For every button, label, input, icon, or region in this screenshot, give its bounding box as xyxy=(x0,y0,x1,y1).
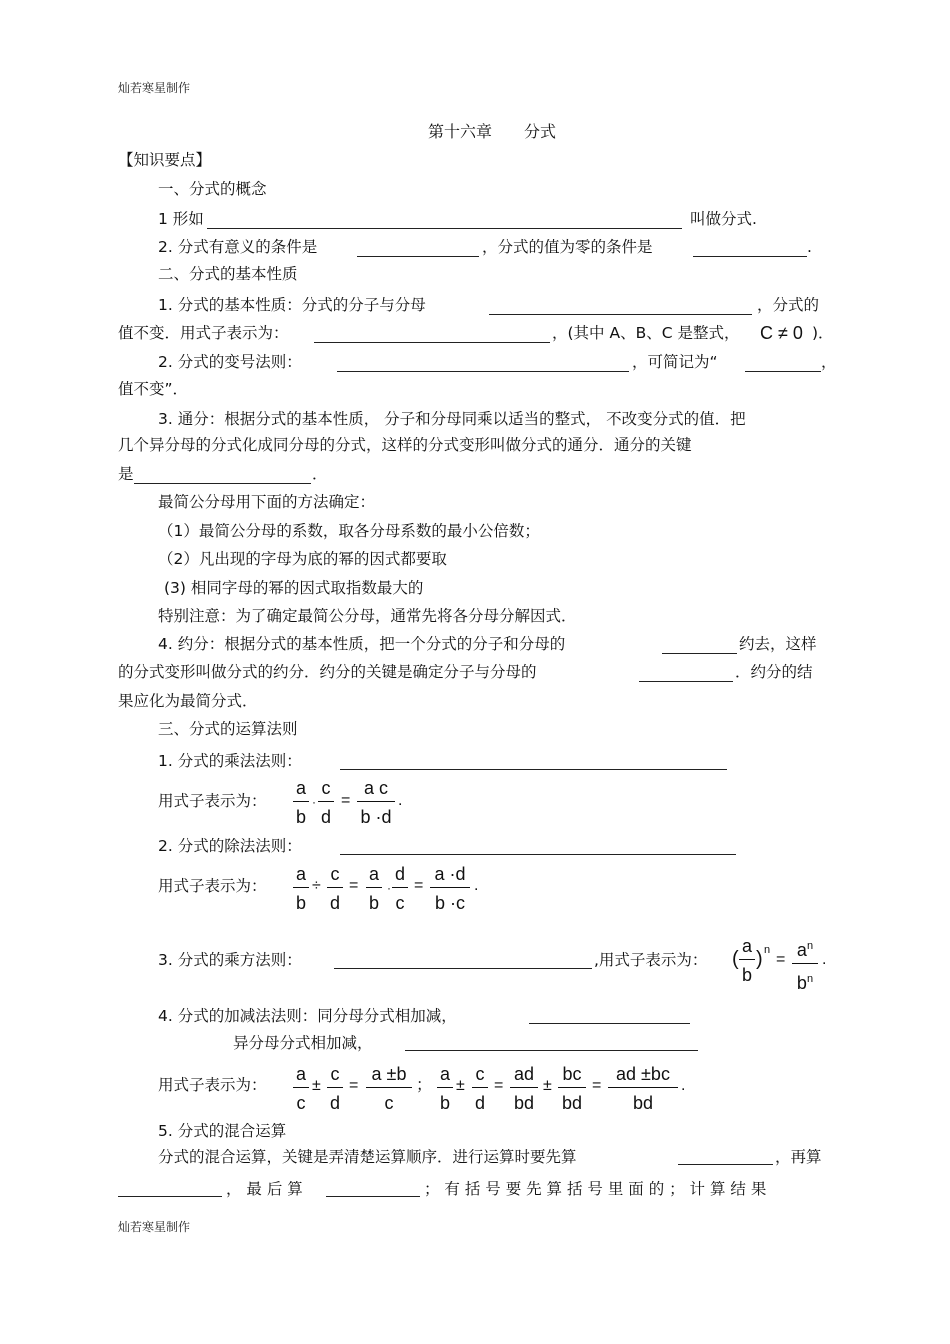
s2-p2-mid: ，可简记为“ xyxy=(632,353,718,371)
frac-c-d: c d xyxy=(327,864,343,913)
frac-a-c: a c xyxy=(293,1064,309,1113)
s3-r4-blank2[interactable] xyxy=(405,1050,698,1051)
s3-r3-expr-label: ,用式子表示为： xyxy=(594,951,708,969)
s2-p3-line2: 几个异分母的分式化成同分母的分式，这样的分式变形叫做分式的通分．通分的关键 xyxy=(118,436,692,454)
s2-heading: 二、分式的基本性质 xyxy=(158,265,298,283)
frac-a-b: a b xyxy=(437,1064,453,1113)
s3-r5-line1-end: ，再算 xyxy=(775,1148,822,1166)
equals-op: = xyxy=(349,877,359,894)
plusminus-op: ± xyxy=(543,1077,552,1094)
frac-apmb-c: a ±b c xyxy=(366,1064,412,1113)
frac-c-d: c d xyxy=(472,1064,488,1113)
s2-p4-line2: 的分式变形叫做分式的约分．约分的关键是确定分子与分母的 xyxy=(118,663,537,681)
frac-a-b: a b xyxy=(293,864,309,913)
s2-p1-condition: C ≠ 0 xyxy=(760,323,803,343)
s2-p2-blank1[interactable] xyxy=(337,371,629,372)
s2-p1-blank1[interactable] xyxy=(489,314,752,315)
s3-r3-label: 3. 分式的乘方法则： xyxy=(158,951,302,969)
frac-d-c: d c xyxy=(392,864,408,913)
s2-p3-method: 最简公分母用下面的方法确定： xyxy=(158,493,376,511)
frac-b-d: c d xyxy=(327,1064,343,1113)
section-knowledge: 【知识要点】 xyxy=(118,151,212,169)
s3-r5-line2-b: ； 有 括 号 要 先 算 括 号 里 面 的 ； 计 算 结 果 xyxy=(424,1180,767,1198)
period: . xyxy=(398,792,403,809)
s3-r1-expr-label: 用式子表示为： xyxy=(158,792,267,810)
s2-p1-blank2[interactable] xyxy=(314,342,550,343)
s3-r5-label: 5. 分式的混合运算 xyxy=(158,1122,287,1140)
page-title: 第十六章 分式 xyxy=(428,122,557,141)
s2-p3-note: 特别注意：为了确定最简公分母，通常先将各分母分解因式． xyxy=(158,607,577,625)
s3-heading: 三、分式的运算法则 xyxy=(158,720,298,738)
plusminus-op: ± xyxy=(456,1077,465,1094)
s3-r1-blank[interactable] xyxy=(340,769,727,770)
s3-r2-label: 2. 分式的除法法则： xyxy=(158,837,302,855)
s3-r4-expr-label: 用式子表示为： xyxy=(158,1076,267,1094)
frac-bc-bd: bc bd xyxy=(558,1064,586,1113)
s3-r5-blank2[interactable] xyxy=(118,1196,222,1197)
frac-a-b: a b xyxy=(293,778,309,827)
s2-p1-note: ，(其中 A、B、C 是整式， xyxy=(552,324,740,342)
s2-p1-prefix: 1. 分式的基本性质：分式的分子与分母 xyxy=(158,296,426,314)
frac-c-d: c d xyxy=(318,778,334,827)
s2-p3-line3: 是 xyxy=(118,465,134,483)
s2-p3-blank[interactable] xyxy=(134,483,311,484)
s1-heading: 一、分式的概念 xyxy=(158,180,267,198)
period: . xyxy=(474,877,479,894)
page-header: 灿若寒星制作 xyxy=(118,81,191,95)
s2-p2-end: 值不变”． xyxy=(118,380,189,398)
s2-p1-close: )． xyxy=(812,324,834,342)
frac-adpmbc-bd: ad ±bc bd xyxy=(608,1064,678,1113)
s2-p1-mid: ，分式的 xyxy=(757,296,820,314)
exponent-n: n xyxy=(764,944,771,956)
dot-op: · xyxy=(387,881,391,895)
equals-op: = xyxy=(776,951,786,968)
s3-r4-line2: 异分母分式相加减， xyxy=(233,1034,373,1052)
semicolon: ； xyxy=(416,1077,433,1094)
s2-p3-step2: （2）凡出现的字母为底的幂的因式都要取 xyxy=(158,550,447,568)
paren-close: ) xyxy=(756,948,763,970)
s2-p3-line1: 3. 通分：根据分式的基本性质， 分子和分母同乘以适当的整式， 不改变分式的值．把 xyxy=(158,410,746,428)
s1-line2-blank1[interactable] xyxy=(357,256,479,257)
frac-an-bn: $a^n$ $b^n$ xyxy=(792,936,818,993)
s1-line1-blank[interactable] xyxy=(207,228,682,229)
frac-a-b: a b xyxy=(739,936,755,985)
s2-p3-end: ． xyxy=(312,465,328,483)
s2-p4-line1-end: 约去，这样 xyxy=(739,635,817,653)
equals-op: = xyxy=(349,1077,359,1094)
dot-op: · xyxy=(312,795,316,809)
s2-p4-line2-end: ．约分的结 xyxy=(735,663,813,681)
s2-p4-blank1[interactable] xyxy=(662,653,737,654)
s2-p3-step1: （1）最简公分母的系数，取各分母系数的最小公倍数； xyxy=(158,522,540,540)
s2-p2-comma: ， xyxy=(821,353,837,371)
divide-op: ÷ xyxy=(312,877,321,894)
s3-r1-label: 1. 分式的乘法法则： xyxy=(158,752,302,770)
s1-line2-mid: ，分式的值为零的条件是 xyxy=(482,238,653,256)
equals-op: = xyxy=(592,1077,602,1094)
plusminus-op: ± xyxy=(312,1077,321,1094)
equals-op: = xyxy=(494,1077,504,1094)
s1-line1-prefix: 1 形如 xyxy=(158,210,204,228)
frac-a-b: a b xyxy=(366,864,382,913)
s1-line1-suffix: 叫做分式. xyxy=(690,210,757,228)
s2-p4-line1: 4. 约分：根据分式的基本性质，把一个分式的分子和分母的 xyxy=(158,635,566,653)
s2-p1-line2: 值不变．用式子表示为： xyxy=(118,324,289,342)
s3-r5-line2-a: ， 最 后 算 xyxy=(226,1180,303,1198)
s3-r5-blank3[interactable] xyxy=(326,1196,420,1197)
s2-p2-blank2[interactable] xyxy=(745,371,821,372)
s2-p3-step3: (3) 相同字母的幂的因式取指数最大的 xyxy=(164,579,424,597)
s3-r5-line1: 分式的混合运算，关键是弄清楚运算顺序．进行运算时要先算 xyxy=(158,1148,577,1166)
s1-line2-prefix: 2. 分式有意义的条件是 xyxy=(158,238,318,256)
s1-line2-end: . xyxy=(807,238,812,256)
s2-p4-blank2[interactable] xyxy=(639,681,733,682)
equals-op: = xyxy=(414,877,424,894)
frac-ad-bd: ad bd xyxy=(510,1064,538,1113)
s1-line2-blank2[interactable] xyxy=(693,256,807,257)
s3-r2-expr-label: 用式子表示为： xyxy=(158,877,267,895)
frac-ac-bd: a c b ·d xyxy=(357,778,395,827)
page-footer: 灿若寒星制作 xyxy=(118,1220,191,1234)
s3-r4-line1: 4. 分式的加减法法则：同分母分式相加减， xyxy=(158,1007,457,1025)
frac-ad-bc: a ·d b ·c xyxy=(430,864,470,913)
period: . xyxy=(822,951,827,968)
s3-r3-blank[interactable] xyxy=(334,968,592,969)
s3-r5-blank1[interactable] xyxy=(678,1164,773,1165)
equals-op: = xyxy=(341,792,351,809)
period: . xyxy=(681,1077,686,1094)
s2-p4-line3: 果应化为最简分式． xyxy=(118,692,258,710)
s3-r2-blank[interactable] xyxy=(340,854,736,855)
s3-r4-blank1[interactable] xyxy=(529,1023,690,1024)
s2-p2-prefix: 2. 分式的变号法则： xyxy=(158,353,302,371)
paren-open: ( xyxy=(732,948,739,970)
